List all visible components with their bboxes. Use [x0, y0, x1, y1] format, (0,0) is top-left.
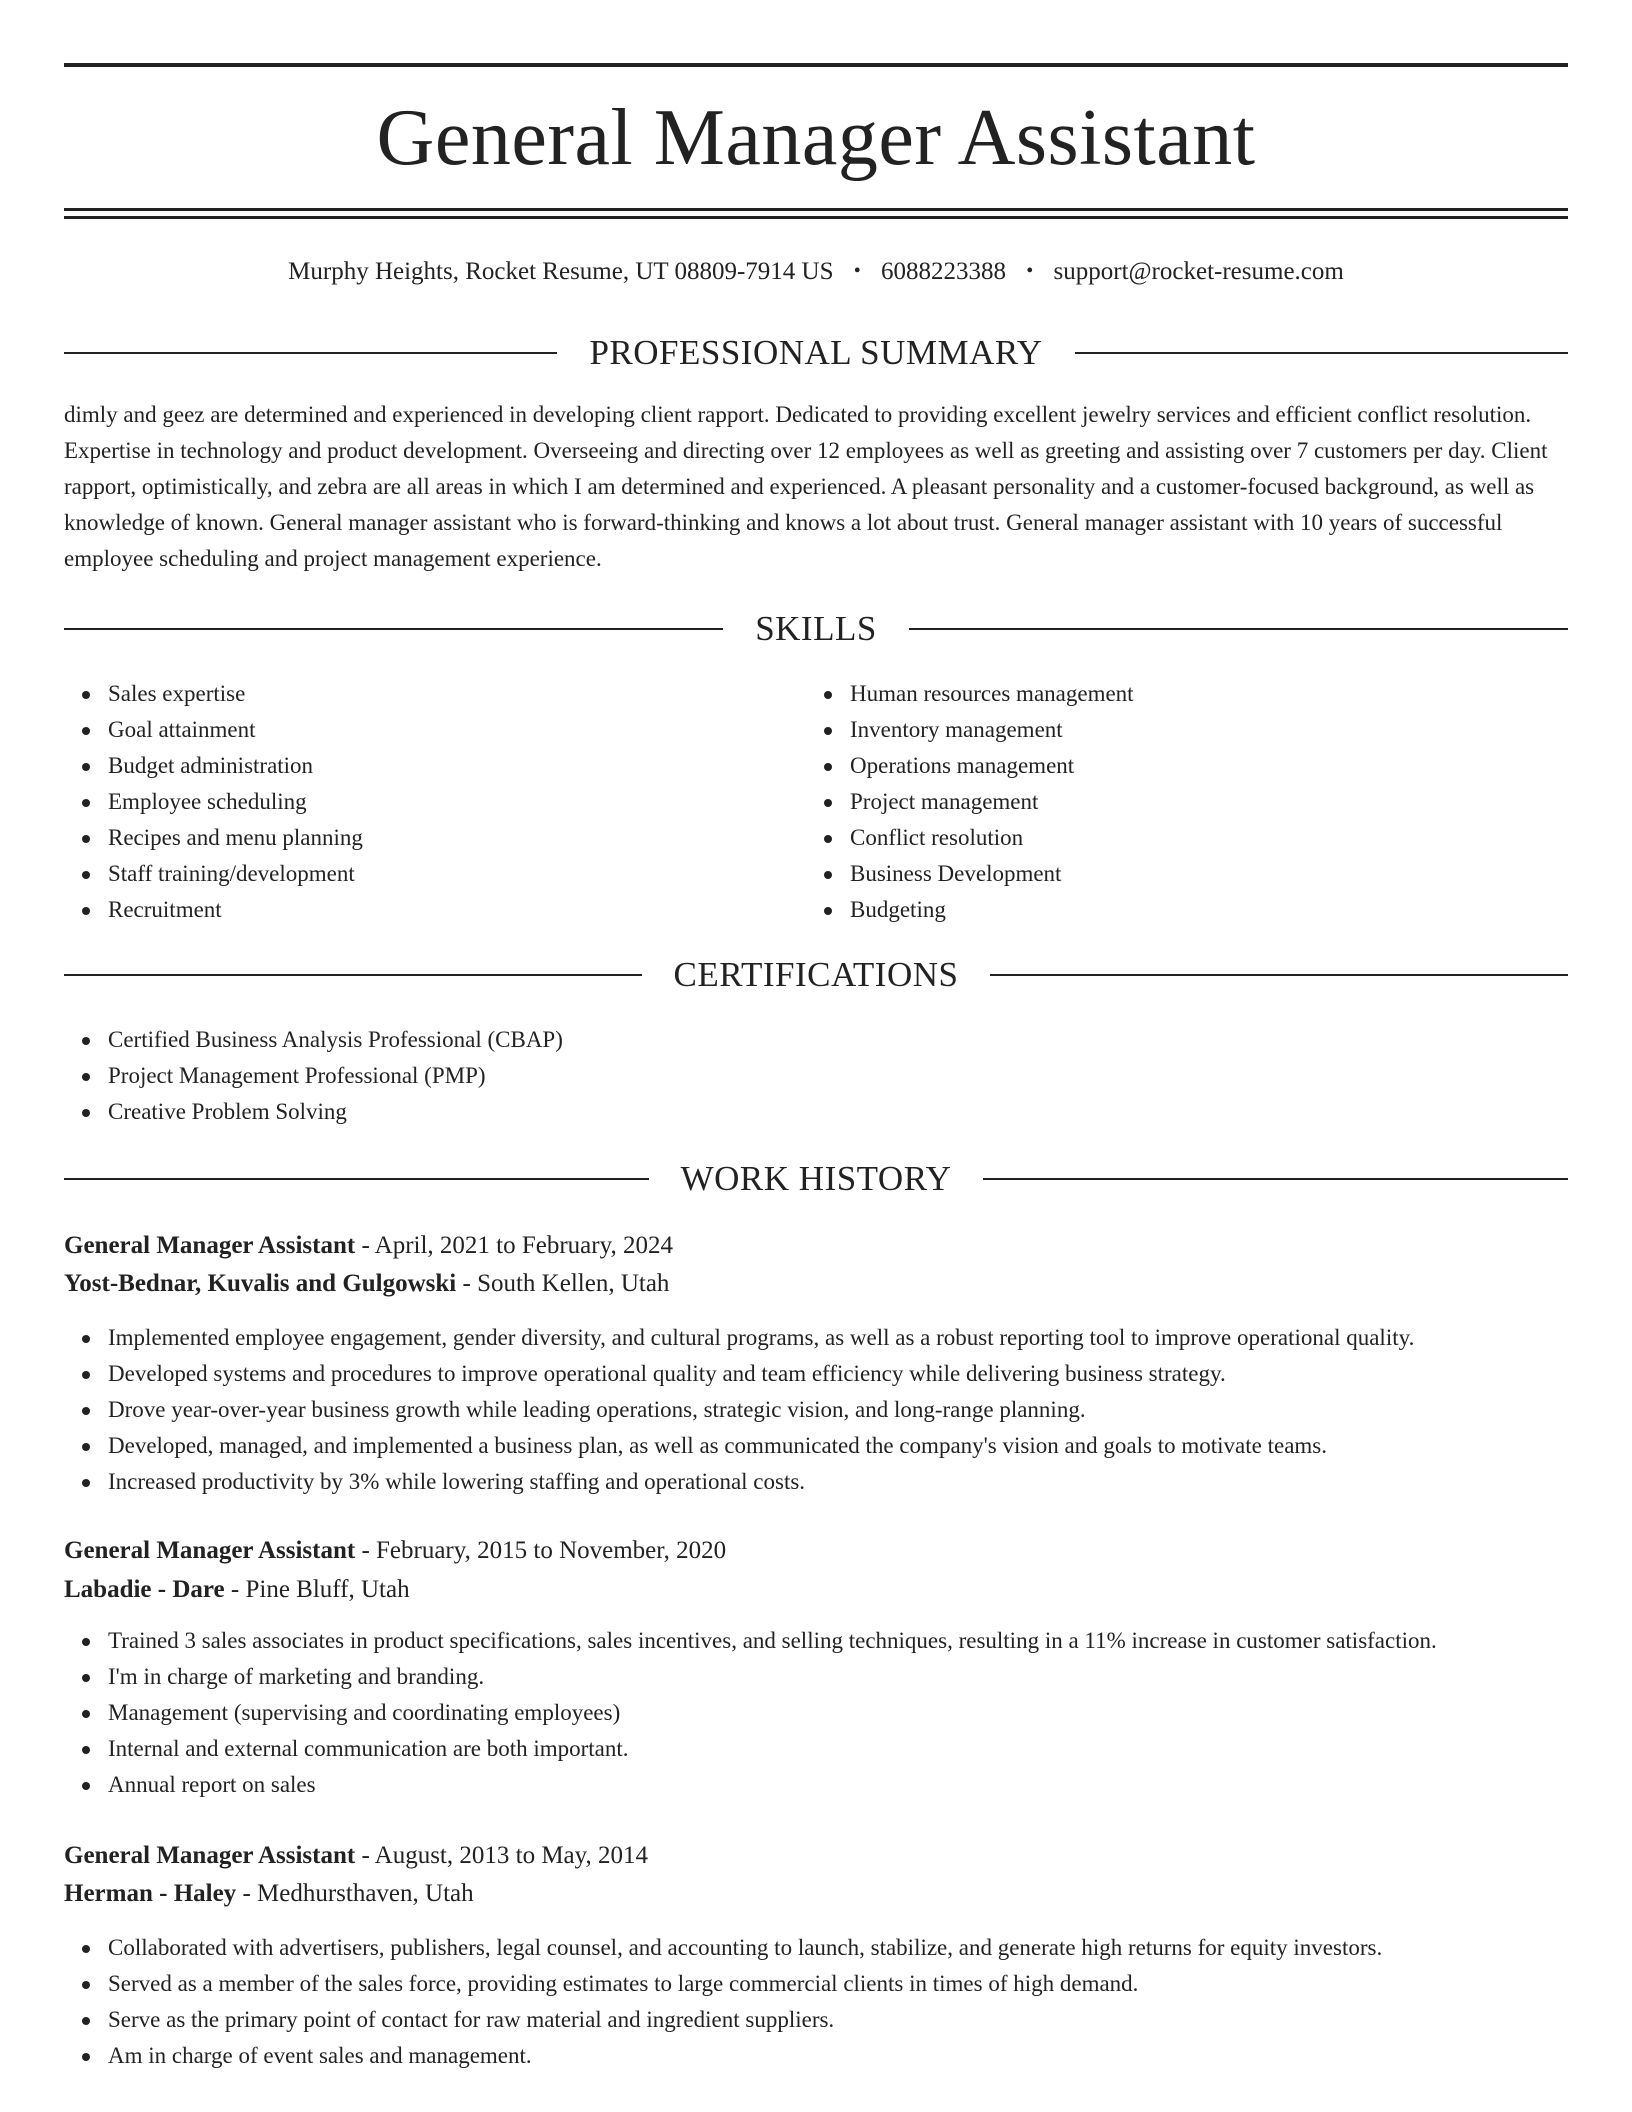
section-heading-certifications	[64, 953, 1568, 997]
section-title: CERTIFICATIONS	[673, 955, 959, 994]
skill-item: Conflict resolution	[850, 820, 1134, 856]
skill-item: Employee scheduling	[108, 784, 363, 820]
certification-item: Project Management Professional (PMP)	[108, 1058, 563, 1094]
job-title: General Manager Assistant	[64, 1842, 356, 1869]
job-company: Labadie - Dare	[64, 1576, 225, 1603]
skills-list-left	[64, 676, 363, 928]
skill-item: Staff training/development	[108, 856, 363, 892]
resume-name: General Manager Assistant	[376, 94, 1256, 182]
heading-rule-left	[64, 974, 642, 976]
job-bullet-item: Developed, managed, and implemented a business plan, as well as communicated the company's vision and goals to motivate teams.	[108, 1428, 1414, 1464]
heading-rule-right	[909, 628, 1568, 630]
certification-item: Certified Business Analysis Professional (CBAP)	[108, 1022, 563, 1058]
job-company: Yost-Bednar, Kuvalis and Gulgowski	[64, 1270, 457, 1297]
job-bullet-item: Internal and external communication are both important.	[108, 1731, 1437, 1767]
job-bullet-item: Drove year-over-year business growth while leading operations, strategic vision, and long-range planning.	[108, 1392, 1414, 1428]
job-bullet-item: Annual report on sales	[108, 1767, 1437, 1803]
contact-line	[64, 254, 1568, 288]
heading-rule-right	[983, 1178, 1568, 1180]
job-bullet-item: Served as a member of the sales force, providing estimates to large commercial clients in times of high demand.	[108, 1966, 1382, 2002]
job-bullet-item: Serve as the primary point of contact for raw material and ingredient suppliers.	[108, 2002, 1382, 2038]
job-location: Medhursthaven, Utah	[257, 1880, 474, 1907]
job-company: Herman - Haley	[64, 1880, 237, 1907]
contact-email: support@rocket-resume.com	[1053, 258, 1344, 285]
header-top-rule	[64, 63, 1568, 67]
skill-item: Recruitment	[108, 892, 363, 928]
job-bullet-list	[64, 1930, 1382, 2074]
job-company-line: Yost-Bednar, Kuvalis and Gulgowski - South Kellen, Utah	[64, 1270, 670, 1297]
contact-phone: 6088223388	[881, 258, 1007, 285]
contact-address: Murphy Heights, Rocket Resume, UT 08809-7914 US	[288, 258, 834, 285]
heading-rule-left	[64, 628, 723, 630]
skills-list-right	[806, 676, 1134, 928]
section-heading-summary	[64, 331, 1568, 375]
skill-item: Goal attainment	[108, 712, 363, 748]
job-bullet-item: Trained 3 sales associates in product specifications, sales incentives, and selling techniques, resulting in a 11% increase in customer satisfaction.	[108, 1623, 1437, 1659]
job-bullet-item: Collaborated with advertisers, publishers, legal counsel, and accounting to launch, stabilize, and generate high returns for equity investors.	[108, 1930, 1382, 1966]
heading-rule-left	[64, 352, 557, 354]
header-double-rule-lower	[64, 216, 1568, 219]
job-dates: August, 2013 to May, 2014	[374, 1842, 649, 1869]
job-bullet-item: Management (supervising and coordinating employees)	[108, 1695, 1437, 1731]
job-company-line: Herman - Haley - Medhursthaven, Utah	[64, 1880, 474, 1907]
skill-item: Human resources management	[850, 676, 1134, 712]
skill-item: Business Development	[850, 856, 1134, 892]
skill-item: Recipes and menu planning	[108, 820, 363, 856]
skill-item: Sales expertise	[108, 676, 363, 712]
job-title-line: General Manager Assistant - February, 2015 to November, 2020	[64, 1537, 727, 1564]
job-bullet-item: Developed systems and procedures to improve operational quality and team efficiency while delivering business strategy.	[108, 1356, 1414, 1392]
job-dates: February, 2015 to November, 2020	[376, 1537, 727, 1564]
job-location: Pine Bluff, Utah	[245, 1576, 410, 1603]
job-company-line: Labadie - Dare - Pine Bluff, Utah	[64, 1576, 410, 1603]
heading-rule-left	[64, 1178, 649, 1180]
skill-item: Budgeting	[850, 892, 1134, 928]
certifications-list	[64, 1022, 563, 1130]
contact-separator: •	[1026, 260, 1034, 282]
summary-paragraph: dimly and geez are determined and experienced in developing client rapport. Dedicated to providing excellent jewelry services and efficient conflict resolution. Expertise in technology and product development. Overseeing and directing over 12 employees as well as greeting and assisting over 7 customers per day. Client rapport, optimistically, and zebra are all areas in which I am determined and experienced. A pleasant personality and a customer-focused background, as well as knowledge of known. General manager assistant who is forward-thinking and knows a lot about trust. General manager assistant with 10 years of successful employee scheduling and project management experience.	[64, 402, 1548, 571]
job-title: General Manager Assistant	[64, 1232, 356, 1259]
contact-separator: •	[853, 260, 861, 282]
job-title: General Manager Assistant	[64, 1537, 356, 1564]
certification-item: Creative Problem Solving	[108, 1094, 563, 1130]
section-title: SKILLS	[755, 609, 877, 648]
job-bullet-list	[64, 1320, 1414, 1500]
section-heading-skills	[64, 607, 1568, 651]
job-bullet-item: Am in charge of event sales and management.	[108, 2038, 1382, 2074]
section-title: PROFESSIONAL SUMMARY	[589, 333, 1043, 372]
job-bullet-item: Implemented employee engagement, gender diversity, and cultural programs, as well as a robust reporting tool to improve operational quality.	[108, 1320, 1414, 1356]
job-dates: April, 2021 to February, 2024	[374, 1232, 673, 1259]
section-title: WORK HISTORY	[680, 1159, 952, 1198]
job-location: South Kellen, Utah	[477, 1270, 670, 1297]
section-heading-work-history	[64, 1157, 1568, 1201]
header-double-rule-upper	[64, 208, 1568, 211]
job-bullet-item: I'm in charge of marketing and branding.	[108, 1659, 1437, 1695]
job-bullet-list	[64, 1623, 1437, 1803]
heading-rule-right	[1075, 352, 1568, 354]
skill-item: Inventory management	[850, 712, 1134, 748]
heading-rule-right	[990, 974, 1568, 976]
skill-item: Project management	[850, 784, 1134, 820]
skill-item: Operations management	[850, 748, 1134, 784]
job-title-line: General Manager Assistant - April, 2021 to February, 2024	[64, 1232, 673, 1259]
skill-item: Budget administration	[108, 748, 363, 784]
job-title-line: General Manager Assistant - August, 2013 to May, 2014	[64, 1842, 649, 1869]
job-bullet-item: Increased productivity by 3% while lowering staffing and operational costs.	[108, 1464, 1414, 1500]
